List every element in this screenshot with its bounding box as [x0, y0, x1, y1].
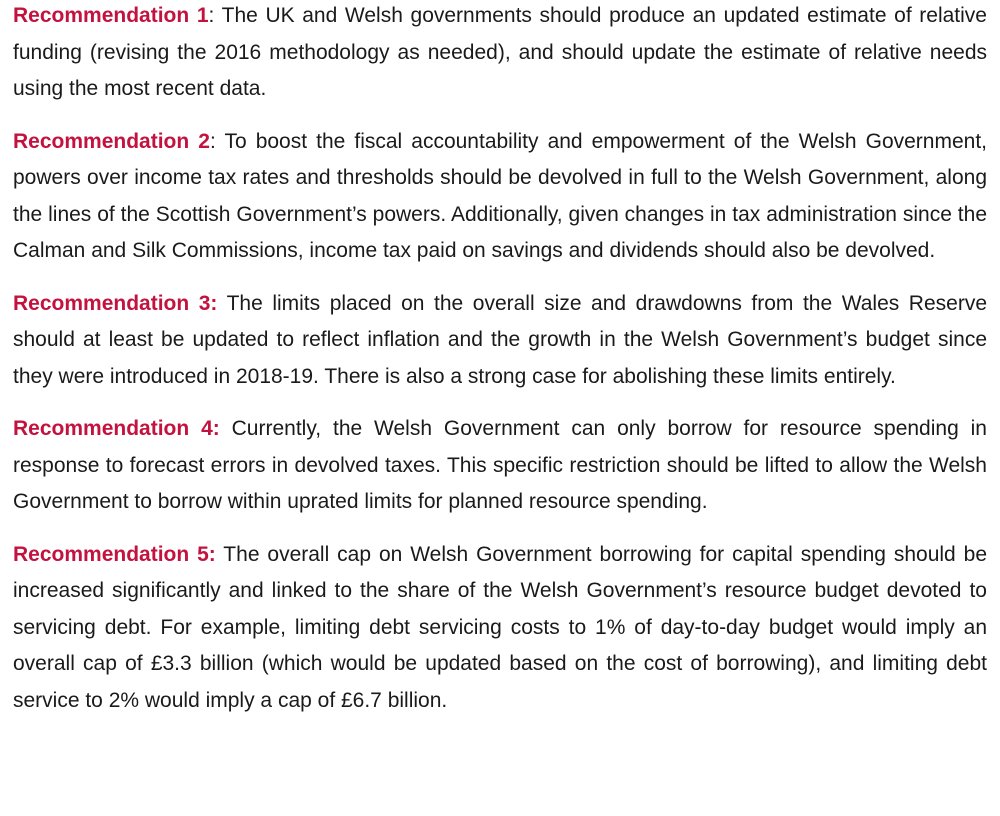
recommendation-1	[13, 0, 987, 108]
recommendation-4	[13, 411, 987, 521]
recommendation-2-label: Recommendation 2	[13, 129, 210, 153]
recommendation-2	[13, 124, 987, 270]
recommendation-3	[13, 286, 987, 396]
recommendation-5-text: The overall cap on Welsh Government borrowing for capital spending should be increased significantly and linked to the share of the Welsh Government’s resource budget devoted to servicing debt. For example, limiting debt servicing costs to 1% of day-to-day budget would imply an overall cap of £3.3 billion (which would be updated based on the cost of borrowing), and limiting debt service to 2% would imply a cap of £6.7 billion.	[13, 542, 987, 712]
recommendation-4-text: Currently, the Welsh Government can only borrow for resource spending in response to forecast errors in devolved taxes. This specific restriction should be lifted to allow the Welsh Government to borrow within uprated limits for planned resource spending.	[13, 417, 987, 513]
recommendation-4-label: Recommendation 4:	[13, 417, 220, 440]
recommendation-1-label: Recommendation 1	[13, 4, 209, 27]
recommendation-2-text: To boost the fiscal accountability and empowerment of the Welsh Government, powers over income tax rates and thresholds should be devolved in full to the Welsh Government, along the lines of the Scottish Government’s powers. Additionally, given changes in tax administration since the Calman and Silk Commissions, income tax paid on savings and dividends should also be devolved.	[13, 129, 987, 262]
recommendation-3-label: Recommendation 3:	[13, 291, 218, 315]
recommendation-1-text: The UK and Welsh governments should produce an updated estimate of relative funding (revising the 2016 methodology as needed), and should update the estimate of relative needs using the most recent data.	[13, 4, 987, 100]
recommendation-5-label: Recommendation 5:	[13, 542, 216, 566]
recommendation-2-separator: :	[209, 129, 216, 153]
recommendation-3-text: The limits placed on the overall size and drawdowns from the Wales Reserve should at least be updated to reflect inflation and the growth in the Welsh Government’s budget since they were introduced in 2018-19. There is also a strong case for abolishing these limits entirely.	[13, 291, 987, 388]
recommendation-5	[13, 537, 987, 720]
recommendation-1-separator: :	[208, 4, 215, 27]
